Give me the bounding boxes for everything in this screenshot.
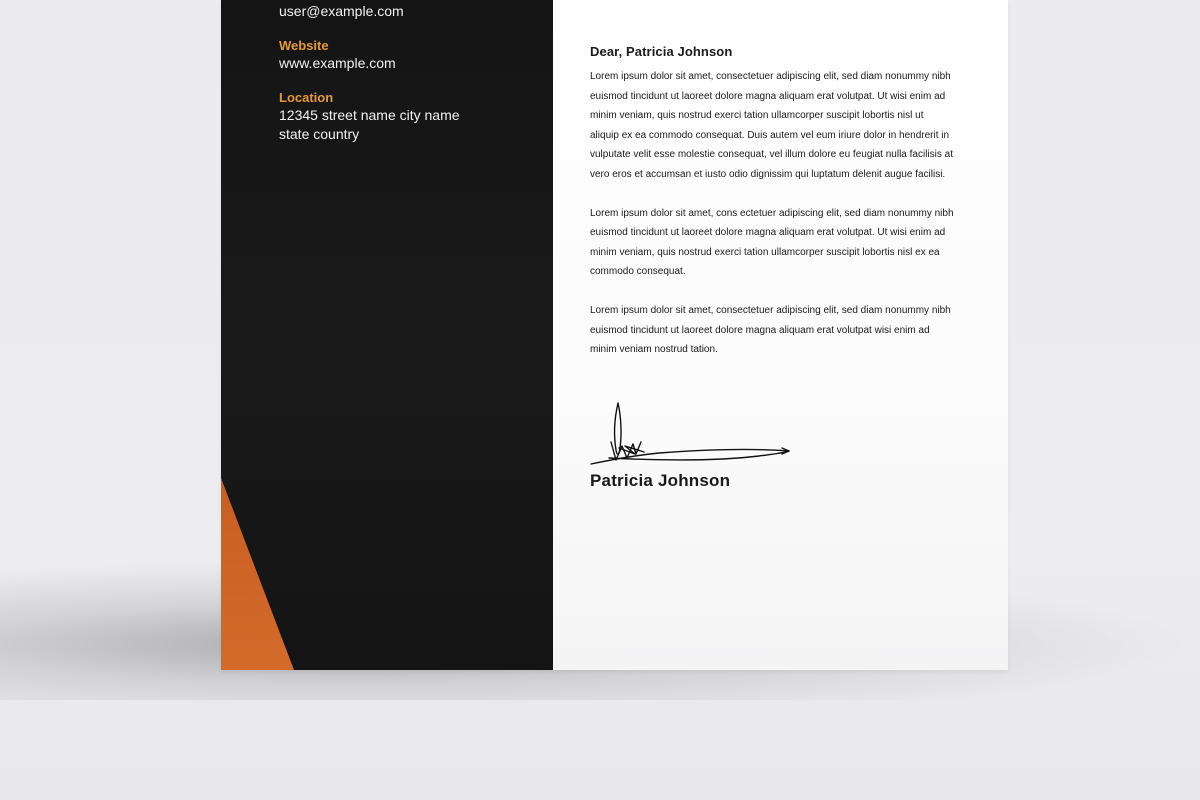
paragraph-3: Lorem ipsum dolor sit amet, consectetuer adipiscing elit, sed diam nonummy nibh euismod tincidunt ut laoreet dolore magna aliquam erat volutpat wisi enim ad minim veniam nostrud tation. — [590, 305, 951, 355]
location-block — [279, 89, 539, 144]
letter-body — [590, 44, 955, 379]
location-label: Location — [279, 90, 334, 105]
website-block — [279, 37, 539, 73]
paragraph-2: Lorem ipsum dolor sit amet, cons ectetuer adipiscing elit, sed diam nonummy nibh euismod tincidunt ut laoreet dolore magna aliquam erat volutpat. Ut wisi enim ad minim veniam, quis nostrud exerci tation ullamcorper suscipit lobortis nisl ex ea commodo consequat. — [590, 207, 954, 277]
salutation: Dear, Patricia Johnson — [590, 44, 733, 59]
address-line-2: state country — [279, 126, 360, 142]
website-value: www.example.com — [279, 55, 396, 71]
website-label: Website — [279, 38, 329, 53]
email-block — [279, 2, 539, 21]
handwritten-signature — [589, 398, 799, 470]
signer-name: Patricia Johnson — [590, 471, 731, 490]
address-line-1: 12345 street name city name — [279, 107, 460, 123]
email-value: user@example.com — [279, 3, 404, 19]
contact-details — [279, 2, 539, 160]
dark-sidebar — [221, 0, 553, 670]
letterhead-page — [221, 0, 1008, 670]
paragraph-1: Lorem ipsum dolor sit amet, consectetuer adipiscing elit, sed diam nonummy nibh euismod tincidunt ut laoreet dolore magna aliquam erat volutpat. Ut wisi enim ad minim veniam, quis nostrud exerci tation ullamcorper suscipit lobortis nisl ut aliquip ex ea commodo consequat. Duis autem vel eum iriure dolor in hendrerit in vulputate velit esse molestie consequat, vel illum dolore eu feugiat nulla facilisis at vero eros et accumsan et iusto odio dignissim qui luptatum delenit augue facilisi. — [590, 71, 953, 180]
